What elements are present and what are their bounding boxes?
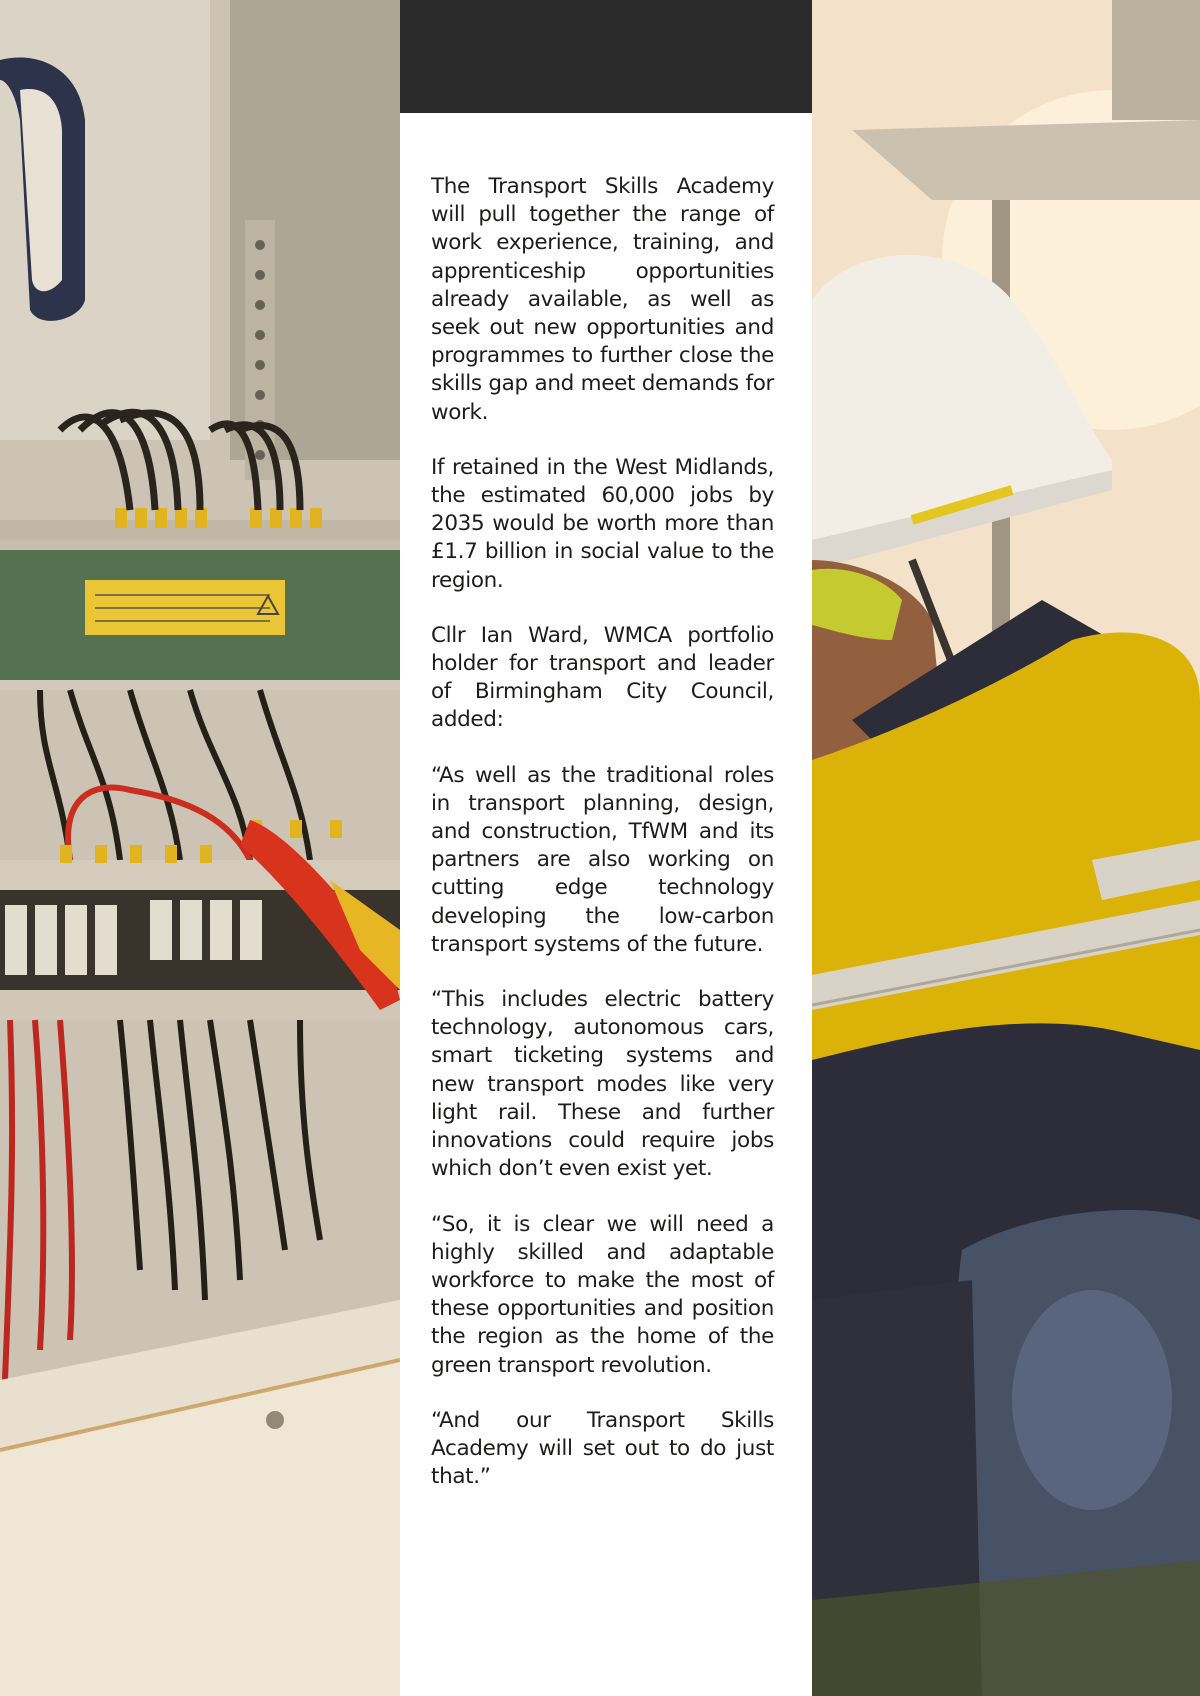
paragraph-quote-traditional-roles: “As well as the traditional roles in transport planning, design, and construction, TfWM and its partners are also working on cutting edge technology developing the low-carbon transport systems of the future.	[431, 762, 774, 957]
engineer-in-hard-hat-photo	[812, 0, 1200, 1696]
electrical-cabinet-illustration	[0, 0, 400, 1696]
paragraph-quote-workforce: “So, it is clear we will need a highly skilled and adaptable workforce to make the most of these opportunities and position the region as the home of the green transport revolution.	[431, 1211, 774, 1378]
paragraph-cllr-intro: Cllr Ian Ward, WMCA portfolio holder for transport and leader of Birmingham City Council, added:	[431, 622, 774, 733]
paragraph-academy-intro: The Transport Skills Academy will pull together the range of work experience, training, and apprenticeship opportunities already available, as well as seek out new opportunities and programmes to further close the skills gap and meet demands for work.	[431, 174, 774, 425]
article-text-panel	[400, 113, 812, 1696]
electrical-cabinet-photo	[0, 0, 400, 1696]
engineer-illustration	[812, 0, 1200, 1696]
paragraph-jobs-value: If retained in the West Midlands, the estimated 60,000 jobs by 2035 would be worth more than £1.7 billion in social value to the region.	[431, 454, 774, 593]
paragraph-quote-closing: “And our Transport Skills Academy will set out to do just that.”	[431, 1407, 774, 1490]
paragraph-quote-technologies: “This includes electric battery technology, autonomous cars, smart ticketing systems and new transport modes like very light rail. These and further innovations could require jobs which don’t even exist yet.	[431, 987, 774, 1182]
